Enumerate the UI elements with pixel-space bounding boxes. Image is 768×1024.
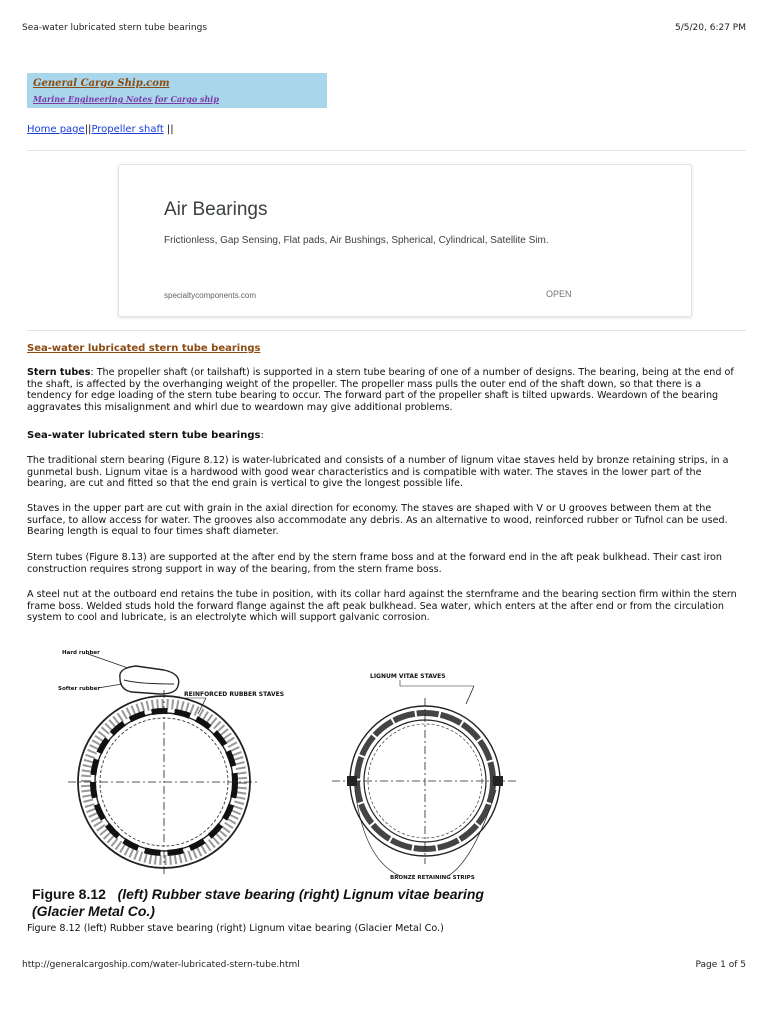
print-datetime: 5/5/20, 6:27 PM bbox=[675, 23, 746, 33]
subheading-suffix: : bbox=[260, 430, 264, 441]
bronze-strips-label: BRONZE RETAINING STRIPS bbox=[390, 875, 475, 881]
lead-term: Stern tubes bbox=[27, 367, 91, 378]
bearing-figure bbox=[28, 640, 528, 924]
softer-rubber-label: Softer rubber bbox=[58, 686, 101, 692]
divider bbox=[27, 330, 746, 331]
print-title: Sea-water lubricated stern tube bearings bbox=[22, 23, 208, 33]
figure-caption-text: (left) Rubber stave bearing (right) Lignum vitae bearing (Glacier Metal Co.) bbox=[32, 886, 484, 919]
paragraph-text: : The propeller shaft (or tailshaft) is supported in a stern tube bearing of one of a number of designs. The bearing, being at the end of the shaft, is affected by the overhanging weight of the propeller. The propeller mass pulls the outer end of the shaft down, so that there is a tendency for edge loading of the stern tube bearing to occur. The forward part of the propeller shaft is tilted upwards. Weardown of the bearing aggravates this misalignment and whirl due to weardown may give additional problems. bbox=[27, 367, 734, 413]
site-name-link[interactable]: General Cargo Ship.com bbox=[33, 78, 170, 89]
figure-caption-image bbox=[32, 886, 532, 920]
subheading-text: Sea-water lubricated stern tube bearings bbox=[27, 430, 261, 441]
subheading bbox=[27, 430, 742, 442]
paragraph-text: A steel nut at the outboard end retains the tube in position, with its collar hard against the sternframe and the bearing section firm within the stern frame boss. Welded studs hold the forward flange against the aft peak bulkhead. Sea water, which enters at the after end or from the circulation system to cool and lubricate, is an electrolyte which will support galvanic corrosion. bbox=[27, 589, 737, 623]
paragraph-staves bbox=[27, 503, 742, 538]
paragraph-stern-tubes-support bbox=[27, 552, 742, 575]
lignum-vitae-bearing bbox=[332, 698, 518, 876]
breadcrumb-separator: || bbox=[163, 124, 174, 135]
print-url: http://generalcargoship.com/water-lubricated-stern-tube.html bbox=[22, 960, 300, 970]
propeller-shaft-link[interactable]: Propeller shaft bbox=[91, 124, 164, 135]
print-footer bbox=[22, 960, 746, 970]
rubber-stave-bearing bbox=[68, 690, 260, 874]
ad-description: Frictionless, Gap Sensing, Flat pads, Air Bushings, Spherical, Cylindrical, Satellite Sim. bbox=[164, 235, 549, 246]
paragraph-text: The traditional stern bearing (Figure 8.12) is water-lubricated and consists of a number of lignum vitae staves held by bronze retaining strips, in a gunmetal bush. Lignum vitae is a hardwood with good wear characteristics and is compatible with water. The staves in the lower part of the bearing, are cut and fitted so that the end grain is vertical to give the longest possible life. bbox=[27, 455, 729, 489]
section-title-link[interactable]: Sea-water lubricated stern tube bearings bbox=[27, 343, 261, 354]
reinforced-staves-label: REINFORCED RUBBER STAVES bbox=[184, 691, 285, 698]
ad-card[interactable] bbox=[118, 164, 692, 317]
paragraph-stern-tubes bbox=[27, 367, 742, 413]
print-header bbox=[22, 23, 746, 33]
paragraph-text: Staves in the upper part are cut with grain in the axial direction for economy. The staves are shaped with V or U grooves between them at the surface, to allow access for water. The grooves also accommodate any debris. As an alternative to wood, reinforced rubber or Tufnol can be used. Bearing length is equal to four times shaft diameter. bbox=[27, 503, 728, 537]
divider bbox=[27, 150, 746, 151]
home-page-link[interactable]: Home page bbox=[27, 124, 85, 135]
ad-title[interactable]: Air Bearings bbox=[164, 199, 268, 220]
lignum-vitae-label: LIGNUM VITAE STAVES bbox=[370, 673, 446, 680]
site-tagline-link[interactable]: Marine Engineering Notes for Cargo ship bbox=[33, 94, 219, 104]
paragraph-steel-nut bbox=[27, 589, 742, 624]
site-banner[interactable] bbox=[27, 73, 327, 108]
print-page-number: Page 1 of 5 bbox=[695, 960, 746, 970]
breadcrumb-separator: || bbox=[84, 124, 92, 135]
ad-domain: specialtycomponents.com bbox=[164, 291, 257, 300]
figure-caption: Figure 8.12 (left) Rubber stave bearing (right) Lignum vitae bearing (Glacier Metal Co.) bbox=[27, 923, 444, 934]
figure-number: Figure 8.12 bbox=[32, 886, 106, 902]
ad-open-button[interactable]: OPEN bbox=[546, 289, 572, 299]
breadcrumb bbox=[27, 124, 174, 135]
paragraph-text: Stern tubes (Figure 8.13) are supported at the after end by the stern frame boss and at the forward end in the aft peak bulkhead. Their cast iron construction requires strong support in way of the bearing, from the stern frame boss. bbox=[27, 552, 723, 575]
hard-rubber-label: Hard rubber bbox=[62, 650, 100, 656]
paragraph-traditional-bearing bbox=[27, 455, 742, 490]
rubber-stave-sketch bbox=[88, 654, 179, 694]
